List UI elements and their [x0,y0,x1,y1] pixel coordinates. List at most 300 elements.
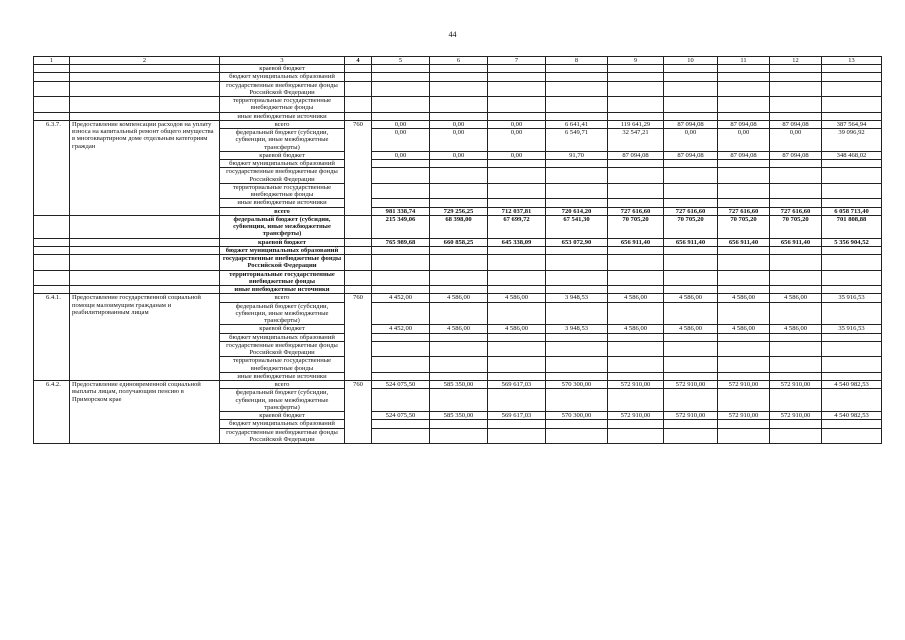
table-row [34,112,882,120]
value-cell [822,97,882,113]
value-cell [608,333,664,341]
value-cell: 4 586,00 [488,294,546,302]
table-row [34,215,882,238]
value-cell: 4 586,00 [430,325,488,333]
value-cell [430,286,488,294]
value-cell [488,246,546,254]
value-cell: 572 910,00 [664,412,718,420]
value-cell [488,428,546,444]
value-cell [608,199,664,207]
value-cell [718,333,770,341]
funding-source: бюджет муниципальных образований [220,333,345,341]
item-description [70,270,220,286]
value-cell: 87 094,08 [770,120,822,128]
item-code: 6.3.7. [34,120,70,215]
value-cell: 91,70 [546,151,608,159]
value-cell [718,97,770,113]
value-cell [372,199,430,207]
value-cell [372,168,430,184]
item-code [34,73,70,81]
item-code-col4 [345,286,372,294]
value-cell [664,357,718,373]
value-cell: 70 705,20 [608,215,664,238]
value-cell: 572 910,00 [608,381,664,389]
value-cell [822,199,882,207]
value-cell [822,168,882,184]
value-cell: 4 586,00 [488,325,546,333]
value-cell: 4 586,00 [430,294,488,302]
value-cell [546,246,608,254]
value-cell [822,302,882,325]
value-cell: 727 616,60 [770,207,822,215]
value-cell [770,81,822,97]
value-cell [608,183,664,199]
value-cell [430,357,488,373]
value-cell [430,246,488,254]
item-code-col4: 760 [345,120,372,215]
value-cell [664,255,718,271]
item-description [70,73,220,81]
value-cell: 87 094,08 [608,151,664,159]
value-cell: 572 910,00 [664,381,718,389]
item-description [70,246,220,254]
value-cell [664,183,718,199]
value-cell [430,420,488,428]
funding-source: федеральный бюджет (субсидии, субвенции, иные межбюджетные трансферты) [220,215,345,238]
value-cell: 387 564,94 [822,120,882,128]
header-cell: 2 [70,57,220,65]
funding-source: федеральный бюджет (субсидии, субвенции, иные межбюджетные трансферты) [220,389,345,412]
value-cell: 4 586,00 [718,294,770,302]
value-cell: 119 641,29 [608,120,664,128]
item-description: Предоставление компенсации расходов на уплату взноса на капитальный ремонт общего имущества в многоквартирном доме отдельным категориям граждан [70,120,220,215]
funding-source: территориальные государственные внебюджетные фонды [220,183,345,199]
item-code-col4: 760 [345,381,372,444]
item-code [34,97,70,113]
item-code [34,65,70,73]
value-cell [770,199,822,207]
value-cell: 35 916,53 [822,294,882,302]
value-cell: 0,00 [372,151,430,159]
value-cell [664,246,718,254]
funding-source: федеральный бюджет (субсидии, субвенции, иные межбюджетные трансферты) [220,129,345,152]
value-cell: 4 586,00 [608,325,664,333]
value-cell [822,255,882,271]
value-cell [608,112,664,120]
item-description [70,255,220,271]
value-cell [546,112,608,120]
value-cell [770,168,822,184]
value-cell: 0,00 [770,129,822,152]
value-cell: 0,00 [372,129,430,152]
value-cell [372,357,430,373]
value-cell: 87 094,08 [770,151,822,159]
value-cell [822,341,882,357]
table-row [34,255,882,271]
value-cell: 70 705,20 [664,215,718,238]
value-cell [718,246,770,254]
value-cell [718,420,770,428]
value-cell [608,270,664,286]
table-row [34,97,882,113]
value-cell [546,97,608,113]
item-code [34,215,70,238]
value-cell [488,73,546,81]
item-code-col4 [345,246,372,254]
value-cell [430,73,488,81]
value-cell [430,302,488,325]
funding-source: федеральный бюджет (субсидии, субвенции, иные межбюджетные трансферты) [220,302,345,325]
value-cell [488,255,546,271]
value-cell [770,112,822,120]
value-cell [822,81,882,97]
item-description [70,286,220,294]
item-description [70,215,220,238]
value-cell: 569 617,03 [488,412,546,420]
value-cell [770,270,822,286]
item-code [34,255,70,271]
value-cell: 70 705,20 [770,215,822,238]
value-cell [546,65,608,73]
funding-source: иные внебюджетные источники [220,372,345,380]
value-cell [608,357,664,373]
value-cell: 585 350,00 [430,381,488,389]
value-cell [430,97,488,113]
value-cell: 4 586,00 [718,325,770,333]
value-cell [546,302,608,325]
funding-source: краевой бюджет [220,151,345,159]
value-cell [488,160,546,168]
value-cell: 572 910,00 [718,412,770,420]
value-cell [718,428,770,444]
value-cell [488,97,546,113]
value-cell [664,81,718,97]
funding-source: территориальные государственные внебюджетные фонды [220,357,345,373]
value-cell: 5 356 904,52 [822,238,882,246]
value-cell [822,270,882,286]
header-cell: 7 [488,57,546,65]
value-cell [430,255,488,271]
value-cell [372,428,430,444]
value-cell [718,112,770,120]
value-cell [718,65,770,73]
value-cell [430,372,488,380]
value-cell [546,81,608,97]
header-cell: 9 [608,57,664,65]
value-cell [718,81,770,97]
value-cell [822,160,882,168]
table-row [34,73,882,81]
value-cell [718,286,770,294]
header-cell: 3 [220,57,345,65]
value-cell: 727 616,60 [718,207,770,215]
value-cell [488,302,546,325]
value-cell [664,97,718,113]
value-cell: 727 616,60 [664,207,718,215]
value-cell [372,270,430,286]
value-cell [608,65,664,73]
value-cell [718,183,770,199]
value-cell [770,341,822,357]
value-cell [372,73,430,81]
value-cell [718,302,770,325]
value-cell: 0,00 [664,129,718,152]
value-cell [664,333,718,341]
funding-source: государственные внебюджетные фонды Российской Федерации [220,428,345,444]
value-cell: 570 300,00 [546,412,608,420]
value-cell [608,302,664,325]
value-cell [822,333,882,341]
item-code: 6.4.2. [34,381,70,444]
header-cell: 6 [430,57,488,65]
table-row [34,286,882,294]
value-cell: 572 910,00 [718,381,770,389]
value-cell [546,270,608,286]
funding-source: всего [220,207,345,215]
header-cell: 1 [34,57,70,65]
value-cell: 572 910,00 [770,381,822,389]
value-cell: 3 948,53 [546,325,608,333]
item-code [34,238,70,246]
value-cell [822,286,882,294]
value-cell [664,270,718,286]
header-cell: 11 [718,57,770,65]
value-cell [770,357,822,373]
value-cell [430,160,488,168]
value-cell [430,341,488,357]
funding-source: бюджет муниципальных образований [220,160,345,168]
value-cell [546,372,608,380]
value-cell [608,255,664,271]
value-cell [608,168,664,184]
value-cell: 6 058 713,40 [822,207,882,215]
value-cell [546,428,608,444]
value-cell [430,389,488,412]
item-code-col4 [345,73,372,81]
value-cell: 720 614,20 [546,207,608,215]
item-description [70,65,220,73]
value-cell: 645 338,09 [488,238,546,246]
value-cell [608,428,664,444]
header-cell: 10 [664,57,718,65]
value-cell [488,420,546,428]
value-cell [430,183,488,199]
value-cell: 656 911,40 [770,238,822,246]
value-cell: 4 586,00 [770,325,822,333]
value-cell [430,333,488,341]
value-cell [718,389,770,412]
value-cell [664,160,718,168]
value-cell: 569 617,03 [488,381,546,389]
value-cell [664,372,718,380]
value-cell [372,389,430,412]
value-cell [770,428,822,444]
value-cell [488,168,546,184]
table-row [34,294,882,302]
value-cell [822,112,882,120]
value-cell [488,341,546,357]
item-code-col4 [345,112,372,120]
value-cell [664,168,718,184]
value-cell [372,341,430,357]
header-cell: 13 [822,57,882,65]
value-cell [822,389,882,412]
value-cell [608,372,664,380]
value-cell [664,73,718,81]
item-code [34,246,70,254]
value-cell [664,199,718,207]
table-row [34,120,882,128]
value-cell: 0,00 [488,151,546,159]
value-cell [718,199,770,207]
item-code-col4: 760 [345,294,372,381]
value-cell [488,81,546,97]
item-description [70,97,220,113]
value-cell: 4 586,00 [608,294,664,302]
value-cell [664,65,718,73]
funding-source: иные внебюджетные источники [220,286,345,294]
value-cell [546,389,608,412]
item-description: Предоставление единовременной социальной выплаты лицам, получающим пенсию в Приморском крае [70,381,220,444]
funding-source: иные внебюджетные источники [220,199,345,207]
value-cell [770,372,822,380]
value-cell [664,302,718,325]
value-cell: 656 911,40 [664,238,718,246]
value-cell: 70 705,20 [718,215,770,238]
funding-source: территориальные государственные внебюджетные фонды [220,97,345,113]
item-code [34,112,70,120]
value-cell: 87 094,08 [718,151,770,159]
item-code-col4 [345,215,372,238]
value-cell: 3 948,53 [546,294,608,302]
value-cell [546,73,608,81]
value-cell: 729 256,25 [430,207,488,215]
value-cell [770,65,822,73]
value-cell [430,81,488,97]
value-cell [718,255,770,271]
value-cell [770,183,822,199]
value-cell [608,341,664,357]
funding-source: государственные внебюджетные фонды Российской Федерации [220,255,345,271]
value-cell [664,286,718,294]
value-cell: 524 075,50 [372,412,430,420]
budget-table [33,56,882,444]
value-cell [822,357,882,373]
value-cell: 35 916,53 [822,325,882,333]
funding-source: бюджет муниципальных образований [220,246,345,254]
funding-source: краевой бюджет [220,325,345,333]
item-code-col4 [345,270,372,286]
value-cell [608,73,664,81]
item-code-col4 [345,238,372,246]
header-cell: 8 [546,57,608,65]
value-cell [718,341,770,357]
funding-source: бюджет муниципальных образований [220,73,345,81]
header-row [34,57,882,65]
value-cell [372,372,430,380]
value-cell [372,302,430,325]
funding-source: всего [220,381,345,389]
funding-source: краевой бюджет [220,238,345,246]
value-cell [488,65,546,73]
value-cell: 87 094,08 [664,120,718,128]
value-cell [430,65,488,73]
value-cell: 6 641,41 [546,120,608,128]
value-cell [608,97,664,113]
value-cell [546,183,608,199]
value-cell [372,333,430,341]
item-code-col4 [345,65,372,73]
value-cell [372,112,430,120]
value-cell: 0,00 [488,129,546,152]
header-cell: 4 [345,57,372,65]
value-cell [488,183,546,199]
value-cell [372,255,430,271]
value-cell [608,81,664,97]
value-cell [488,286,546,294]
page-number: 44 [448,30,457,39]
value-cell: 348 468,02 [822,151,882,159]
value-cell: 660 858,25 [430,238,488,246]
value-cell [664,389,718,412]
item-code [34,270,70,286]
value-cell [546,357,608,373]
value-cell [430,199,488,207]
funding-source: государственные внебюджетные фонды Российской Федерации [220,168,345,184]
value-cell: 4 586,00 [664,325,718,333]
item-code [34,286,70,294]
value-cell: 701 808,88 [822,215,882,238]
value-cell [770,246,822,254]
value-cell: 0,00 [430,120,488,128]
value-cell [664,420,718,428]
value-cell [770,286,822,294]
value-cell [608,420,664,428]
funding-source: иные внебюджетные источники [220,112,345,120]
value-cell: 67 699,72 [488,215,546,238]
value-cell [546,255,608,271]
value-cell: 765 989,68 [372,238,430,246]
value-cell [372,160,430,168]
value-cell [608,286,664,294]
value-cell [372,246,430,254]
value-cell [770,389,822,412]
value-cell: 0,00 [430,151,488,159]
item-code-col4 [345,81,372,97]
value-cell [822,428,882,444]
value-cell: 570 300,00 [546,381,608,389]
value-cell [488,112,546,120]
value-cell [372,183,430,199]
value-cell [822,73,882,81]
funding-source: всего [220,120,345,128]
value-cell [546,420,608,428]
value-cell: 656 911,40 [718,238,770,246]
value-cell [372,81,430,97]
value-cell [546,341,608,357]
table-row [34,381,882,389]
value-cell [718,357,770,373]
item-code-col4 [345,97,372,113]
value-cell [770,333,822,341]
value-cell [488,372,546,380]
value-cell: 585 350,00 [430,412,488,420]
table-row [34,238,882,246]
value-cell: 39 096,92 [822,129,882,152]
value-cell [430,168,488,184]
funding-source: территориальные государственные внебюджетные фонды [220,270,345,286]
value-cell: 656 911,40 [608,238,664,246]
